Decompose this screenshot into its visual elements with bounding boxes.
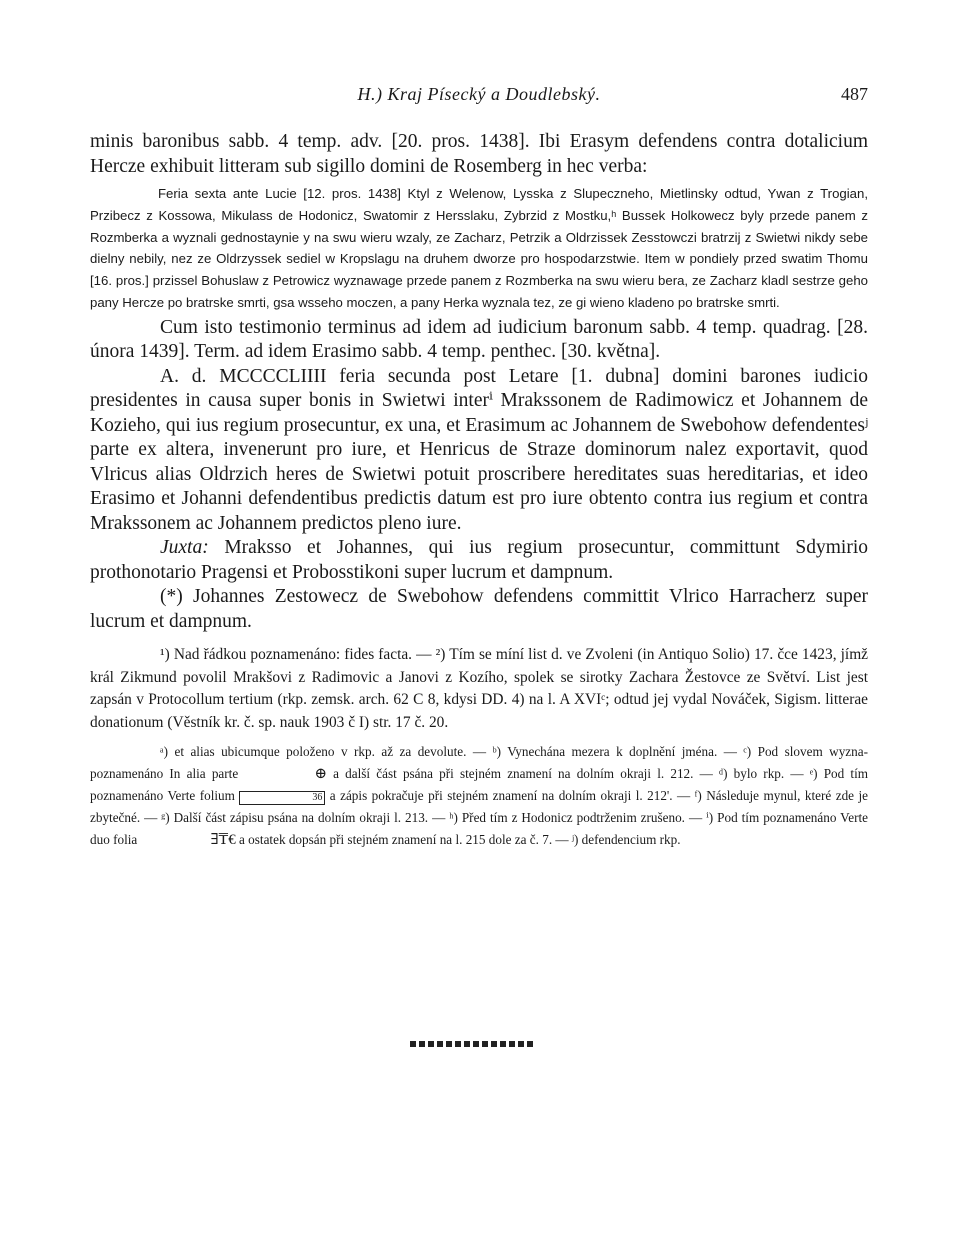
critical-note-c: ᶜ) Pod slovem wyzna- poznamenáno In alia parte [90, 743, 868, 781]
footnote-1-2: ¹) Nad řádkou poznamenáno: fides facta. — ²) Tím se míní list d. ve Zvoleni (in Antiquo Solio) 17. čce 1423, jímž král Zikmund povolil Mrakšovi z Radimovic a Janovi z Kozího, spolek se sirotky Zachara Žestovce ze Světví. List jest zapsán v Protocollum tertium (rkp. zemsk. arch. 62 C 8, kdysi DD. 4) na l. A XVIᶜ; odtud jej vydal Nováček, Sigism. litterae donationum (Věstník kr. č. sp. nauk 1903 č I) str. 17 č. 20. [90, 646, 868, 732]
juxta-label: Juxta: [160, 537, 209, 559]
main-text [90, 130, 868, 634]
paragraph-1: minis baronibus sabb. 4 temp. adv. [20. pros. 1438]. Ibi Erasym defendens contra dotalicium Hercze exhibuit litteram sub sigillo domini de Rosemberg in hec verba: [90, 131, 868, 177]
end-ornament [410, 1034, 550, 1042]
critical-note-j: a ostatek dopsán při stejném znamení na l. 215 dole za č. 7. — ʲ) defendencium rkp. [239, 831, 681, 847]
header-title: H.) Kraj Písecký a Doudlebský. [357, 84, 601, 104]
czech-document-text: Feria sexta ante Lucie [12. pros. 1438] Ktyl z Welenow, Lysska z Slupeczneho, Mietlinsky odtud, Ywan z Trogian, Przibecz z Kossowa, Mikulass de Hodonicz, Swatomir z Hersslaku, Zybrzid z Mostku,ʰ Bussek Holkowecz byly przede panem z Rozmberka a wyznali gednostaynie y na swu wieru wzaly, ze Zacharz, Petrzik a Oldrzissek Zesstowczi bratrzij z Swietwi nikdy sebe dielny nebily, nez ze Oldrzyssek sediel w Kropslagu na druhem dworze pro hospodarzstwie. Item w pondiely przed swatim Thomu [16. pros.] przissel Bohuslaw z Petrowicz wyznawage przede panem z Rozmberka na swu wieru bera, ze Zacharz kladl sestrze geho pany Hercze po bratrske smrti, gsa wsseho moczen, a pany Herka wyznala tez, ze gi wieno kladeno po bratrske smrti. [90, 186, 868, 310]
critical-note-f-h: a zápis pokračuje při stejném znamení na dolním okraji l. 212'. — ᶠ) Následuje mynul, které zde je zbytečné. — ᵍ) Další část zápisu psána na dolním okraji l. 213. — ʰ) Před tím z Hodonicz podtrženim zrušeno. — ⁱ) Pod tím poznamenáno Verte duo folia [90, 787, 868, 847]
czech-document [90, 183, 868, 314]
critical-apparatus [90, 741, 868, 851]
circle-cross-icon: ⊕ [314, 765, 327, 782]
paragraph-5: (*) Johannes Zestowecz de Swebohow defendens committit Vlrico Harracherz super lucrum et dampnum. [90, 586, 868, 632]
manuscript-sign-icon: ∃₸€ [210, 831, 236, 848]
page-number: 487 [841, 84, 868, 104]
running-header [90, 84, 868, 108]
paragraph-2: Cum isto testimonio terminus ad idem ad iudicium baronum sabb. 4 temp. quadrag. [28. února 1439]. Term. ad idem Erasimo sabb. 4 temp. penthec. [30. května]. [90, 316, 868, 363]
critical-note-c-d-e: a další část psána při stejném znamení na dolním okraji l. 212. — ᵈ) bylo rkp. — ᵉ) Pod tím poznamenáno Verte folium [90, 765, 868, 803]
page [90, 84, 868, 851]
paragraph-4 [90, 536, 868, 585]
paragraph-3: A. d. MCCCCLIIII feria secunda post Letare [1. dubna] domini barones iudicio presidentes in causa super bonis in Swietwi interⁱ Mrakssonem de Radimowicz et Johannem de Kozieho, qui ius regium prosecuntur, ex una, et Erasimum ac Johannem de Swebohow defendentesʲ parte ex altera, invenerunt pro iure, et Henricus de Straze dominorum nalez exportavit, quod Vlricus alias Oldrzich heres de Swietwi potuit proscribere hereditates suas hereditarias, et ideo Erasimo et Johanni defendentibus predictis datum est pro iure obtento contra ius regium et contra Mrakssonem ac Johannem predictos pleno iure. [90, 365, 868, 534]
paragraph-4-text: Mraksso et Johannes, qui ius regium prosecuntur, committunt Sdymirio prothonotario Pragensi et Probosstikoni super lucrum et dampnum. [90, 537, 868, 583]
critical-notes [90, 741, 868, 851]
boxed-mark-icon: 36 [239, 791, 325, 805]
critical-note-a-b: ᵃ) et alias ubicumque položeno v rkp. až za devolute. — ᵇ) Vynechána mezera k doplnění jména. — [160, 743, 737, 759]
footnotes [90, 644, 868, 734]
